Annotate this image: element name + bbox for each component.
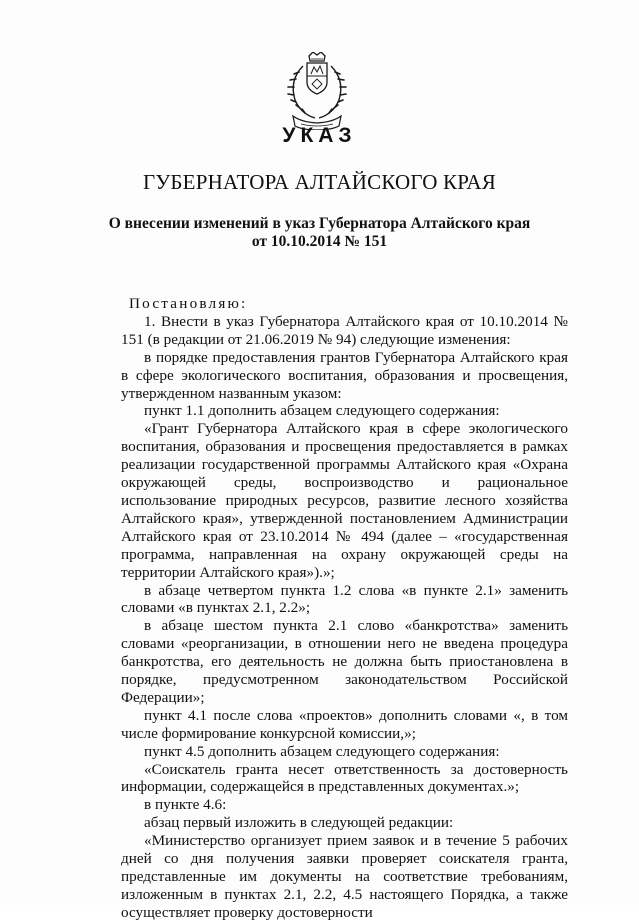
- paragraph-9: «Соискатель гранта несет ответственность за достоверность информации, содержащейся в представленных документах.»;: [121, 760, 568, 796]
- coat-of-arms-graphic: [281, 52, 353, 130]
- coat-of-arms-icon: [281, 52, 353, 130]
- paragraph-1: 1. Внести в указ Губернатора Алтайского края от 10.10.2014 № 151 (в редакции от 21.06.2019 № 94) следующие изменения:: [121, 312, 568, 348]
- paragraph-11: абзац первый изложить в следующей редакции:: [144, 814, 454, 832]
- decree-word: Постановляю:: [129, 295, 248, 312]
- document-title: УКАЗ: [282, 124, 357, 147]
- document-body: [121, 295, 568, 922]
- issuing-authority: ГУБЕРНАТОРА АЛТАЙСКОГО КРАЯ: [143, 170, 496, 194]
- subtitle-line-1: О внесении изменений в указ Губернатора Алтайского края: [108, 215, 531, 232]
- paragraph-7: пункт 4.1 после слова «проектов» дополнить словами «, в том числе формирование конкурсной комиссии,»;: [121, 706, 568, 742]
- paragraph-3: пункт 1.1 дополнить абзацем следующего содержания:: [144, 402, 500, 420]
- paragraph-10: в пункте 4.6:: [144, 796, 227, 814]
- paragraph-5: в абзаце четвертом пункта 1.2 слова «в пункте 2.1» заменить словами «в пунктах 2.1, 2.2»;: [121, 581, 568, 617]
- paragraph-6: в абзаце шестом пункта 2.1 слово «банкротства» заменить словами «реорганизации, в отношении него не введена процедура банкротства, его деятельность не должна быть приостановлена в порядке, предусмотренном законодательством Российской Федерации»;: [121, 617, 568, 706]
- subtitle-line-2: от 10.10.2014 № 151: [251, 233, 388, 250]
- paragraph-8: пункт 4.5 дополнить абзацем следующего содержания:: [144, 742, 500, 760]
- paragraph-2: в порядке предоставления грантов Губернатора Алтайского края в сфере экологического воспитания, образования и просвещения, утвержденном названным указом:: [121, 348, 568, 402]
- paragraph-4: «Грант Губернатора Алтайского края в сфере экологического воспитания, образования и просвещения предоставляется в рамках реализации государственной программы Алтайского края «Охрана окружающей среды, воспроизводство и рациональное использование природных ресурсов, развитие лесного хозяйства Алтайского края», утвержденной постановлением Администрации Алтайского края от 23.10.2014 № 494 (далее – «государственная программа, направленная на охрану окружающей среды на территории Алтайского края»).»;: [121, 420, 568, 581]
- paragraph-12: «Министерство организует прием заявок и в течение 5 рабочих дней со дня получения заявки проверяет соискателя гранта, представленные им документы на соответствие требованиям, изложенным в пунктах 2.1, 2.2, 4.5 настоящего Порядка, а также осуществляет проверку достоверности: [121, 832, 568, 921]
- document-subtitle: [0, 215, 639, 251]
